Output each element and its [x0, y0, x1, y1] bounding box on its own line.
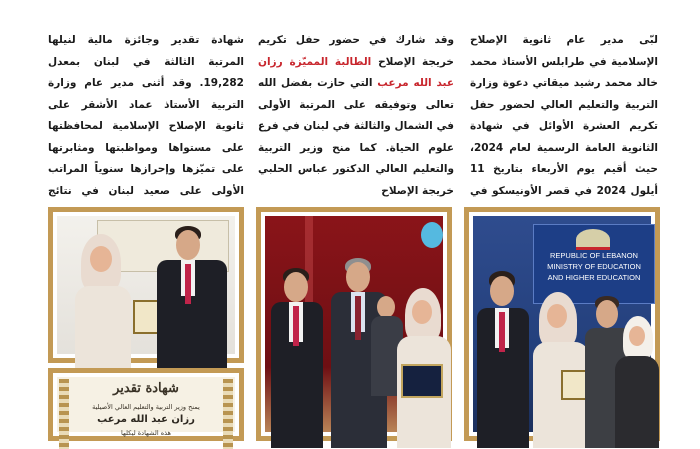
column-middle-text-a: وقد شارك في حضور حفل تكريم خريجة الإصلاح: [258, 34, 454, 68]
column-right-text-a: لبّى مدير عام ثانوية الإصلاح الإسلامية في طرابلس الأستاذ محمد خالد محمد رشيد ميقاتي دعوة وزارة التربية والتعليم العالي لحضور حفل تكريم العشرة الأوائل في شهادة الثانوية العامة الرسمية لعام 2024، حيث أقيم يوم الأربعاء بتاريخ: [470, 34, 658, 175]
certificate-recipient-name: رزان عبد الله مرعب: [97, 414, 195, 425]
ministry-banner: [533, 224, 655, 304]
event-date: 11 أيلول 2024: [470, 163, 658, 197]
banner-line-2: MINISTRY OF EDUCATION: [547, 262, 641, 271]
certificate-line-2: هذه الشهادة ليكلها: [121, 429, 171, 437]
column-middle-paragraph: [258, 30, 454, 202]
certificate-line-1: يمنح وزير التربية والتعليم العالي الأصيلية: [92, 403, 200, 411]
article-column-right: [470, 30, 658, 224]
banner-line-3: AND HIGHER EDUCATION: [547, 273, 641, 282]
certificate-title: شهادة تقدير: [113, 381, 179, 396]
certificate-closeup: [48, 368, 244, 441]
column-middle-text-b: التي حازت بفضل الله تعالى وتوفيقه على المرتبة الأولى في الشمال والثالثة في لبنان في فرع علوم الحياة. كما منح وزير التربية والتعليم العالي الدكتور عباس الحلبي خريجة الإصلاح: [258, 77, 454, 197]
banner-line-1: REPUBLIC OF LEBANON: [550, 251, 638, 260]
student-name-highlight: الطالبة المميّزة رزان عبد الله مرعب: [258, 55, 454, 89]
photo-certificate-handover: [48, 207, 244, 363]
column-right-paragraph: [470, 30, 658, 224]
article-column-middle: [258, 30, 454, 202]
balloon-icon: [421, 222, 443, 248]
column-right-text-b: في قصر الأونيسكو في: [470, 184, 593, 197]
article-column-left: [48, 30, 244, 224]
photo-group-stage: [256, 207, 452, 441]
photo-ministry-ceremony: [464, 207, 660, 441]
ministry-logo-icon: [576, 229, 610, 250]
column-left-paragraph: شهادة تقدير وجائزة مالية لنيلها المرتبة الثالثة في لبنان بمعدل 19,282. وقد أثنى مدير عام وزارة التربية الأستاذ عماد الأشقر على ثانوية الإصلاح الإسلامية لمحافظتها على مستواها ومواظبتها ومثابرتها على تميّزها وإحرازها سنوياً المراتب الأولى على صعيد لبنان في نتائج: [48, 34, 244, 197]
